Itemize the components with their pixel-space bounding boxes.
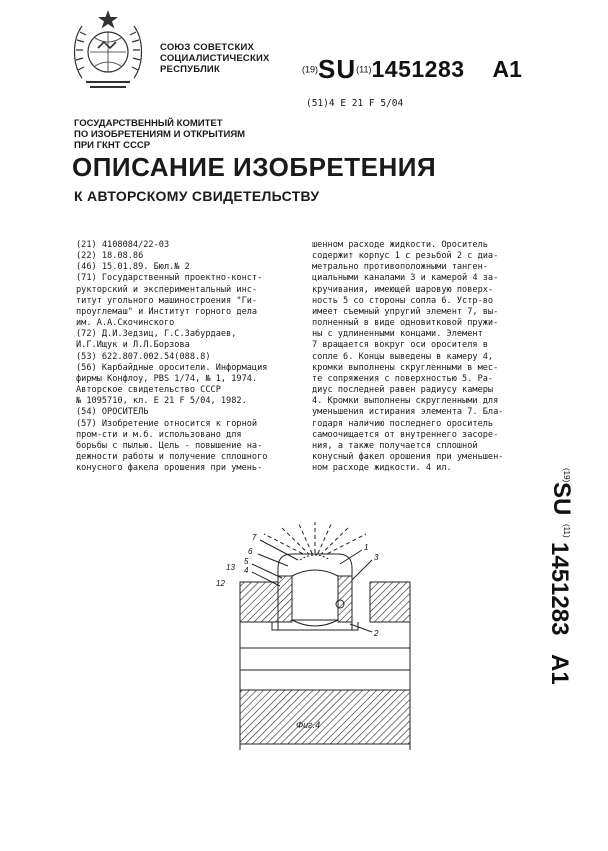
biblio-line: дежности работы и получение сплошного	[76, 451, 268, 462]
fig-label-3: 3	[374, 553, 379, 562]
biblio-line: Авторское свидетельство СССР	[76, 385, 221, 396]
abstract-line: те сопряжения с поверхностью 5. Ра-	[312, 373, 494, 384]
biblio-line: (21) 4108084/22-03	[76, 240, 170, 250]
side-code-19: (19)	[562, 468, 571, 483]
abstract-line: циальными каналами 3 и камерой 4 за-	[312, 273, 499, 284]
biblio-line: (71) Государственный проектно-конст-	[76, 273, 263, 284]
su-code: SU	[318, 54, 357, 84]
patent-number: 1451283	[371, 56, 465, 82]
biblio-line: проуглемаш" и Институт горного дела	[76, 306, 258, 317]
side-su: SU	[548, 482, 575, 516]
fig-label-7: 7	[252, 533, 257, 542]
abstract-line: сопле 6. Концы выведены в камеру 4,	[312, 351, 494, 362]
abstract-line: ном расходе жидкости. 4 ил.	[312, 463, 452, 474]
abstract-line: ны с удлиненными концами. Элемент	[312, 329, 483, 340]
committee-name	[74, 118, 245, 151]
biblio-line: № 1095710, кл. Е 21 F 5/04, 1982.	[76, 396, 247, 407]
side-kind: A1	[546, 654, 573, 685]
biblio-line: пром-сти и м.б. использовано для	[76, 429, 242, 440]
biblio-line: И.Г.Ищук и Л.Л.Борзова	[76, 340, 190, 351]
abstract-line: годаря наличию последнего ороситель	[312, 418, 494, 429]
abstract-line: уменьшения истирания элемента 7. Бла-	[312, 407, 504, 418]
side-number: 1451283	[546, 542, 573, 636]
side-patent-number	[520, 462, 600, 692]
fig-label-4: 4	[244, 566, 249, 575]
fig-label-13: 13	[226, 563, 235, 572]
patent-number-block	[302, 54, 522, 85]
code-19: (19)	[302, 64, 319, 75]
fig-label-5: 5	[244, 557, 249, 566]
abstract-line: диус последней равен радиусу камеры	[312, 385, 494, 396]
figure-caption: Фиг.4	[296, 720, 321, 730]
biblio-line: (72) Д.И.Зедзиц, Г.С.Забурдаев,	[76, 329, 237, 340]
abstract-line: шенном расходе жидкости. Ороситель	[312, 240, 488, 250]
ipc-class: (51)4 E 21 F 5/04	[306, 98, 404, 109]
committee-line: ГОСУДАРСТВЕННЫЙ КОМИТЕТ	[74, 118, 223, 129]
abstract-line: кромки выполнены скругленными в мес-	[312, 362, 499, 373]
biblio-line: рукторский и экспериментальный инс-	[76, 284, 258, 295]
country-line: СОЮЗ СОВЕТСКИХ	[160, 42, 255, 53]
code-11: (11)	[356, 64, 372, 75]
biblio-line: им. А.А.Скочинского	[76, 318, 175, 329]
abstract-line: метрально противоположными танген-	[312, 262, 488, 273]
fig-label-1: 1	[364, 543, 369, 552]
biblio-line: (54) ОРОСИТЕЛЬ	[76, 407, 149, 418]
biblio-line: (56) Карбайдные оросители. Информация	[76, 362, 268, 373]
abstract-line: ния, а также получается сплошной	[312, 440, 478, 451]
document-title: ОПИСАНИЕ ИЗОБРЕТЕНИЯ	[72, 152, 437, 182]
abstract-line: полненный в виде одновитковой пружи-	[312, 318, 499, 329]
biblio-line: борьбы с пылью. Цель - повышение на-	[76, 440, 263, 451]
abstract-line: имеет съемный упругий элемент 7, вы-	[312, 306, 499, 317]
fig-label-2: 2	[374, 629, 379, 638]
biblio-line: конусного факела орошения при умень-	[76, 463, 263, 474]
kind-code: A1	[492, 56, 522, 82]
biblio-line: (46) 15.01.89. Бюл.№ 2	[76, 262, 190, 273]
abstract-line: 7 вращается вокруг оси оросителя в	[312, 340, 488, 351]
biblio-line: (22) 18.08.86	[76, 251, 144, 262]
country-line: СОЦИАЛИСТИЧЕСКИХ	[160, 53, 270, 64]
abstract-line: самоочищается от внутреннего засоре-	[312, 429, 499, 440]
committee-line: ПО ИЗОБРЕТЕНИЯМ И ОТКРЫТИЯМ	[74, 129, 246, 140]
abstract-line: содержит корпус 1 с резьбой 2 с диа-	[312, 251, 499, 262]
abstract-line: кручивания, имеющей шаровую поверх-	[312, 284, 494, 295]
fig-label-12: 12	[216, 579, 225, 588]
biblio-line: титут угольного машиностроения "Ги-	[76, 295, 258, 306]
abstract-line: 4. Кромки выполнены скругленными для	[312, 396, 499, 407]
document-subtitle: К АВТОРСКОМУ СВИДЕТЕЛЬСТВУ	[74, 188, 320, 204]
country-line: РЕСПУБЛИК	[160, 64, 220, 75]
biblio-line: фирмы Конфлоу, PBS 1/74, № 1, 1974.	[76, 373, 258, 384]
biblio-line: (53) 622.807.002.54(088.8)	[76, 351, 211, 362]
abstract-line: ность 5 со стороны сопла 6. Устр-во	[312, 295, 494, 306]
country-name	[160, 42, 270, 75]
ussr-emblem-icon	[68, 8, 148, 94]
committee-line: ПРИ ГКНТ СССР	[74, 140, 151, 151]
side-code-11: (11)	[562, 524, 571, 538]
biblio-line: (57) Изобретение относится к горной	[76, 418, 258, 429]
abstract-line: конусный факел орошения при уменьшен-	[312, 451, 504, 462]
bibliographic-data	[76, 240, 296, 474]
abstract-text	[312, 240, 524, 474]
fig-label-6: 6	[248, 547, 253, 556]
